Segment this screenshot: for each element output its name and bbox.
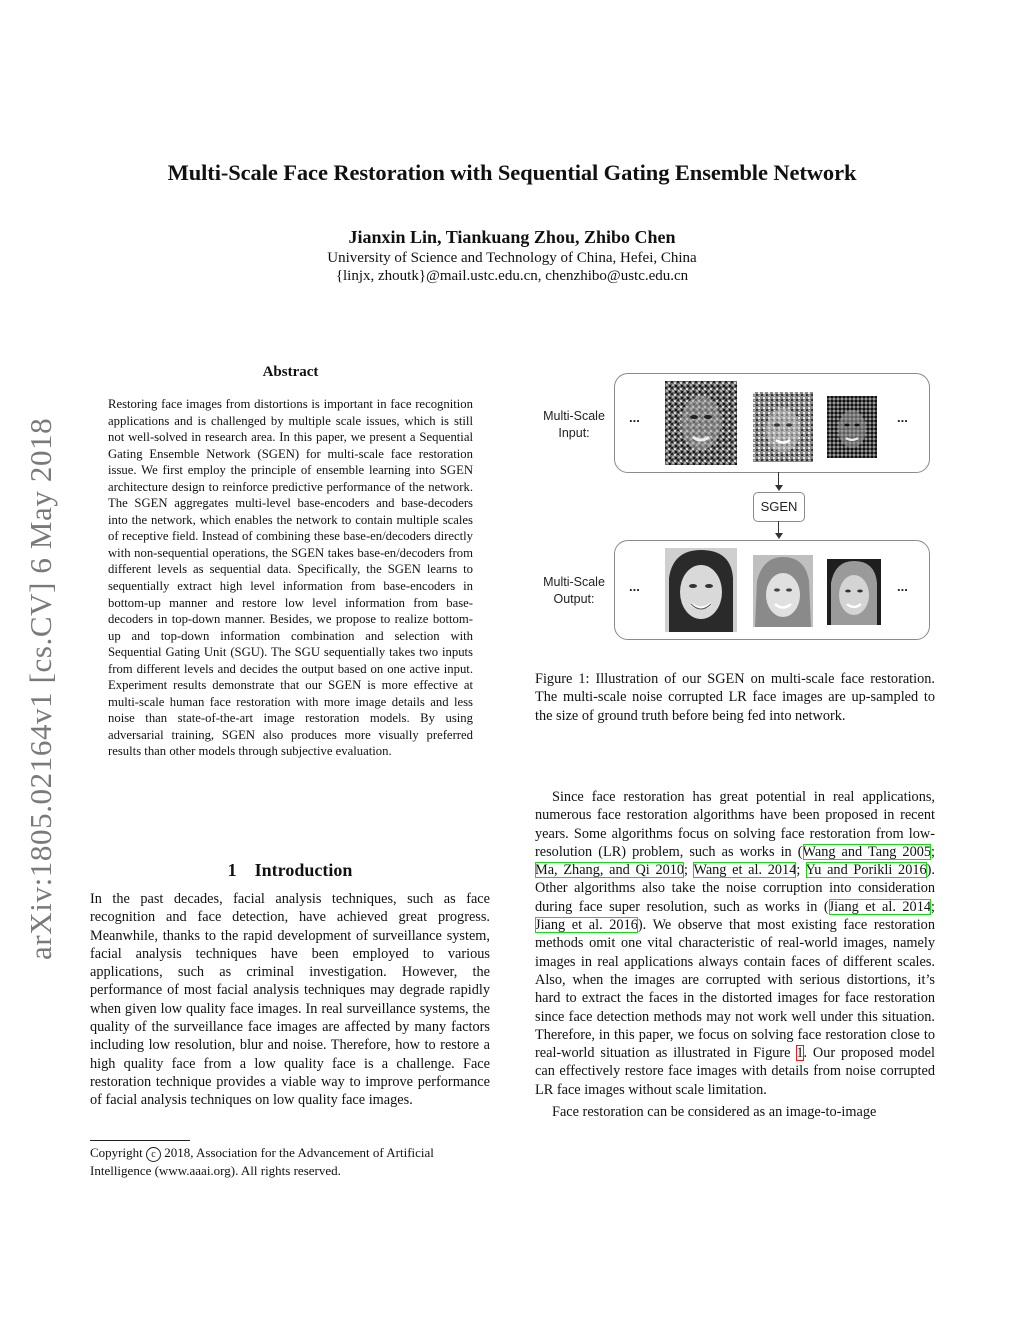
right-column-text <box>535 788 935 1121</box>
citation-link[interactable]: Ma, Zhang, and Qi 2010 <box>535 862 685 879</box>
arrow-head-to-sgen <box>775 485 783 491</box>
figure-1 <box>530 368 940 648</box>
text-run: ; <box>931 843 936 860</box>
noisy-face-small <box>827 396 877 458</box>
introduction-paragraph: In the past decades, facial analysis techniques, such as face recognition and face detection, have achieved great progress. Meanwhile, thanks to the rapid development of surveillance system, facial analysis techniques have been employed to various applications, such as criminal investigation. However, the performance of most facial analysis techniques may degrade rapidly when given low quality face images. In real surveillance systems, the quality of the surveillance face images are affected by many factors including low resolution, blur and noise. Therefore, how to restore a high quality face from a low quality face is a challenge. Face restoration technique provides a viable way to improve performance of facial analysis techniques on low quality face images. <box>90 891 490 1109</box>
section-number: 1 <box>227 860 237 880</box>
input-ellipsis-right: ... <box>897 410 908 425</box>
restored-face-medium <box>753 555 813 627</box>
text-run: ; <box>931 898 935 915</box>
affiliation: University of Science and Technology of China, Hefei, China <box>327 250 697 266</box>
sgen-box: SGEN <box>753 492 805 522</box>
input-ellipsis-left: ... <box>629 410 640 425</box>
section-heading-introduction <box>90 860 490 881</box>
text-run: ). We observe that most existing face restoration methods omit one vital characteristic of real-world images, namely images in real applications always contain faces of different scales. Also, when the images are corrupted with serious distortions, it’s hard to extract the faces in the distorted images for face restoration since face detection methods may not work well under this situation. Therefore, in this paper, we focus on solving face restoration close to real-world situation as illustrated in Figure <box>535 917 935 1062</box>
abstract-heading: Abstract <box>262 364 319 380</box>
text-run: ; <box>796 862 806 879</box>
arrow-from-sgen <box>778 521 779 533</box>
figure-1-caption: Figure 1: Illustration of our SGEN on multi-scale face restoration. The multi-scale noise corrupted LR face images are up-sampled to the size of ground truth before being fed into network. <box>535 671 935 724</box>
section-title: Introduction <box>254 860 353 880</box>
input-panel <box>614 373 930 473</box>
citation-link[interactable]: Wang et al. 2014 <box>693 862 797 879</box>
arxiv-watermark: arXiv:1805.02164v1 [cs.CV] 6 May 2018 <box>23 417 58 960</box>
copyright-word: Copyright <box>90 1145 143 1160</box>
copyright-text: 2018, Association for the Advancement of Artificial Intelligence (www.aaai.org). All rights reserved. <box>90 1145 434 1178</box>
footnote-rule <box>90 1140 190 1141</box>
output-ellipsis-left: ... <box>629 579 640 594</box>
noisy-face-large <box>665 381 737 465</box>
text-run: ; <box>684 862 694 879</box>
arrow-to-sgen <box>778 472 779 486</box>
citation-link[interactable]: Jiang et al. 2016 <box>535 917 638 934</box>
multi-scale-output-label: Multi-Scale Output: <box>543 575 605 606</box>
text-run: Since face restoration has great potential in real applications, numerous face restoration algorithms have been proposed in recent years. Some algorithms focus on solving face restoration from low-resolution (LR) problem, such as works in ( <box>535 789 935 860</box>
abstract-text: Restoring face images from distortions is important in face recognition applications and is challenged by multiple scale issues, which is still not well-solved in research area. In this paper, we present a Sequential Gating Ensemble Network (SGEN) for multi-scale face restoration issue. We first employ the principle of ensemble learning into SGEN architecture design to reinforce predictive performance of the network. The SGEN aggregates multi-level base-encoders and base-decoders into the network, which enables the network to contain multiple scales of receptive field. Instead of combining these base-en/decoders directly with non-sequential operations, the SGEN takes base-en/decoders from different levels as sequential data. Specifically, the SGEN learns to sequentially extract high level information from base-encoders in bottom-up manner and restore low level information from base-decoders in top-down manner. Besides, we propose to realize bottom-up and top-down information combination and selection with Sequential Gating Unit (SGU). The SGU sequentially takes two inputs from different levels and decides the output based on one active input. Experiment results demonstrate that our SGEN is more effective at multi-scale human face restoration with more image details and less noise than state-of-the-art image restoration models. By using adversarial training, SGEN also produces more visually preferred results than other models through subjective evaluation. <box>108 397 473 759</box>
output-panel <box>614 540 930 640</box>
paper-title: Multi-Scale Face Restoration with Sequential Gating Ensemble Network <box>167 160 857 185</box>
figure-reference-link[interactable]: 1 <box>796 1045 804 1062</box>
arrow-head-from-sgen <box>775 533 783 539</box>
author-emails: {linjx, zhoutk}@mail.ustc.edu.cn, chenzhibo@ustc.edu.cn <box>335 268 689 284</box>
copyright-footnote <box>90 1144 490 1179</box>
citation-link[interactable]: Jiang et al. 2014 <box>828 898 932 915</box>
multi-scale-input-label: Multi-Scale Input: <box>543 409 605 440</box>
citation-link[interactable]: Yu and Porikli 2016 <box>805 862 927 879</box>
text-run: . Our proposed model can effectively restore face images with details from noise corrupted LR face images without scale limitation. <box>535 1045 935 1098</box>
citation-link[interactable]: Wang and Tang 2005 <box>802 843 932 860</box>
text-run: ). Other algorithms also take the noise corruption into consideration during face super resolution, such as works in ( <box>535 862 935 915</box>
restored-face-large <box>665 548 737 632</box>
paragraph-face-restoration <box>535 788 935 1099</box>
output-ellipsis-right: ... <box>897 579 908 594</box>
noisy-face-medium <box>753 392 813 462</box>
copyright-symbol: c <box>146 1147 161 1162</box>
paragraph-image-to-image: Face restoration can be considered as an image-to-image <box>552 1104 877 1121</box>
author-list: Jianxin Lin, Tiankuang Zhou, Zhibo Chen <box>348 227 676 247</box>
restored-face-small <box>827 559 881 625</box>
